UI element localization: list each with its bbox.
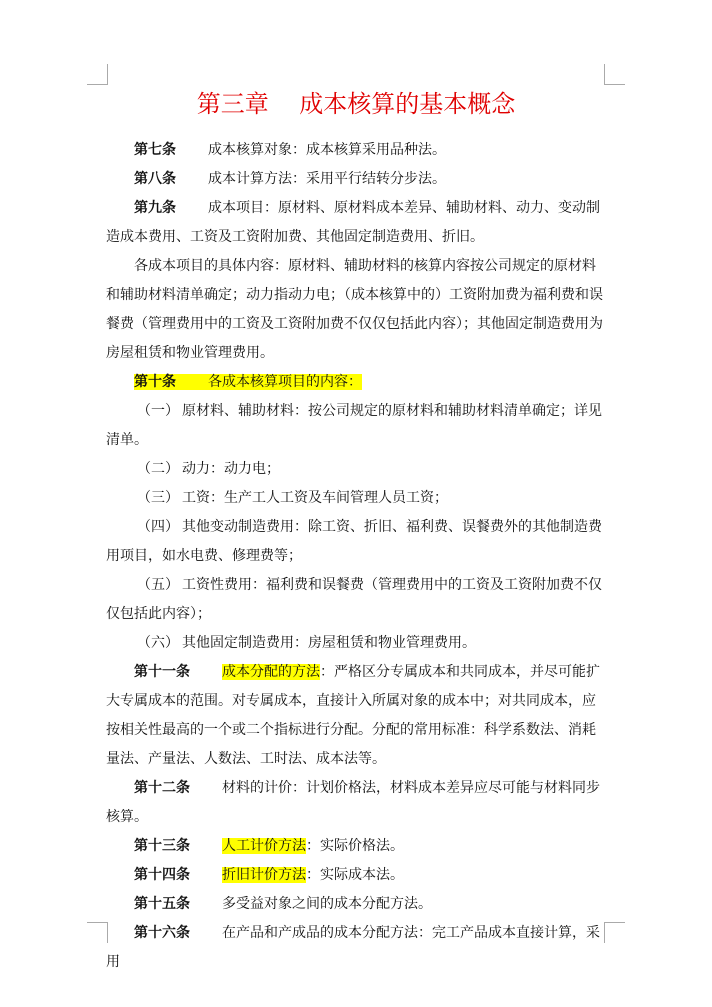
- article-label: 第十二条: [134, 780, 190, 796]
- article-7: [106, 136, 606, 165]
- article-label: 第八条: [134, 171, 176, 187]
- highlight: 人工计价方法: [222, 838, 306, 854]
- article-text: 多受益对象之间的成本分配方法。: [222, 896, 432, 912]
- sub-item-text: 动力：动力电；: [182, 461, 280, 477]
- sub-item-2: [106, 455, 606, 484]
- crop-mark-bottom-left: [87, 922, 108, 943]
- article-16: [106, 919, 606, 977]
- article-text: ：严格区分专属成本和共同成本，并尽可能扩大专属成本的范围。对专属成本，直接计入所属对象的成本中；对共同成本，应按相关性最高的一个或二个指标进行分配。分配的常用标准：科学系数法、消耗量法、产量法、人数法、工时法、成本法等。: [106, 664, 600, 767]
- sub-item-5: [106, 571, 606, 629]
- sub-item-number: （三）: [137, 490, 179, 506]
- highlight: 折旧计价方法: [222, 867, 306, 883]
- sub-item-number: （二）: [137, 461, 179, 477]
- chapter-title: 第三章 成本核算的基本概念: [196, 90, 516, 118]
- sub-item-6: [106, 629, 606, 658]
- article-text: ：实际价格法。: [306, 838, 404, 854]
- article-12: [106, 774, 606, 832]
- article-text: 成本计算方法：采用平行结转分步法。: [208, 171, 446, 187]
- sub-item-1: [106, 397, 606, 455]
- article-label: 第九条: [134, 200, 176, 216]
- article-9: [106, 194, 606, 252]
- cost-items-paragraph: 各成本项目的具体内容：原材料、辅助材料的核算内容按公司规定的原材料和辅助材料清单确定；动力指动力电；（成本核算中的）工资附加费为福利费和误餐费（管理费用中的工资及工资附加费不仅仅包括此内容）；其他固定制造费用为房屋租赁和物业管理费用。: [106, 258, 603, 361]
- article-label: 第十三条: [134, 838, 190, 854]
- article-label: 第十一条: [134, 664, 190, 680]
- sub-item-number: （六）: [137, 635, 179, 651]
- sub-item-4: [106, 513, 606, 571]
- article-label: 第十六条: [134, 925, 190, 941]
- article-11: [106, 658, 606, 774]
- article-label: 第十条: [134, 374, 176, 390]
- crop-mark-bottom-right: [604, 922, 625, 943]
- article-label: 第七条: [134, 142, 176, 158]
- sub-item-3: [106, 484, 606, 513]
- article-text: 材料的计价：计划价格法，材料成本差异应尽可能与材料同步核算。: [106, 780, 600, 825]
- article-label: 第十五条: [134, 896, 190, 912]
- sub-item-number: （五）: [137, 577, 179, 593]
- article-text: 成本核算对象：成本核算采用品种法。: [208, 142, 446, 158]
- article-text: 各成本核算项目的内容：: [208, 374, 362, 390]
- crop-mark-top-right: [604, 64, 625, 85]
- sub-item-number: （四）: [137, 519, 179, 535]
- article-15: [106, 890, 606, 919]
- article-10: [106, 368, 606, 397]
- article-text: ：实际成本法。: [306, 867, 404, 883]
- article-label: 第十四条: [134, 867, 190, 883]
- article-8: [106, 165, 606, 194]
- sub-item-text: 原材料、辅助材料：按公司规定的原材料和辅助材料清单确定；详见清单。: [106, 403, 602, 448]
- sub-item-number: （一）: [137, 403, 179, 419]
- sub-item-text: 工资性费用：福利费和误餐费（管理费用中的工资及工资附加费不仅仅包括此内容）；: [106, 577, 602, 622]
- highlight: 成本分配的方法: [222, 664, 320, 680]
- article-text: 在产品和产成品的成本分配方法：完工产品成本直接计算，采用: [106, 925, 600, 970]
- crop-mark-top-left: [87, 64, 108, 85]
- article-13: [106, 832, 606, 861]
- sub-item-text: 工资：生产工人工资及车间管理人员工资；: [182, 490, 448, 506]
- sub-item-text: 其他固定制造费用：房屋租赁和物业管理费用。: [182, 635, 476, 651]
- article-text: 成本项目：原材料、原材料成本差异、辅助材料、动力、变动制造成本费用、工资及工资附加费、其他固定制造费用、折旧。: [106, 200, 600, 245]
- sub-item-text: 其他变动制造费用：除工资、折旧、福利费、误餐费外的其他制造费用项目，如水电费、修理费等；: [106, 519, 602, 564]
- article-14: [106, 861, 606, 890]
- document-body: [106, 136, 606, 977]
- highlight: [134, 374, 362, 390]
